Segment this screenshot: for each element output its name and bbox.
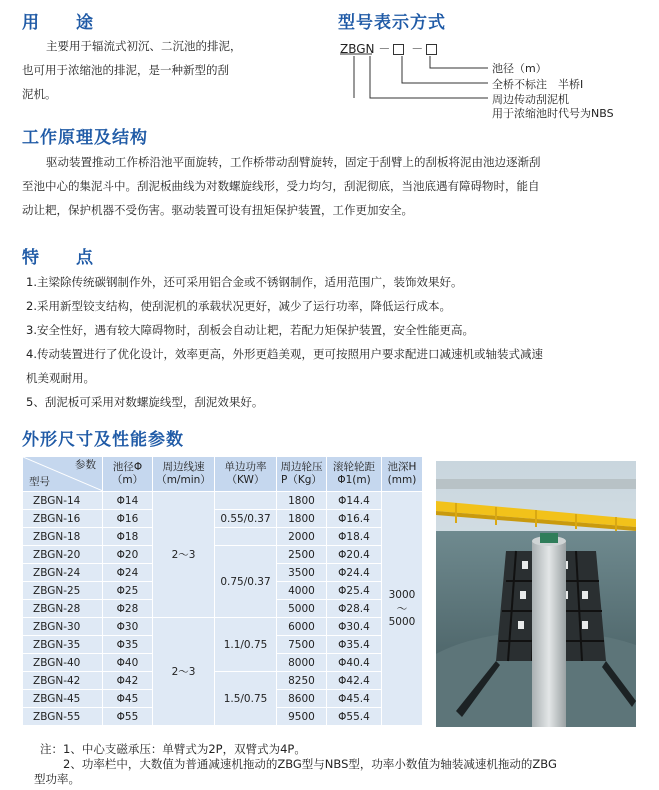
- table-cell: 2000: [277, 528, 327, 546]
- table-cell: Φ24.4: [327, 564, 382, 582]
- section-title-use: 用 途: [22, 13, 94, 33]
- table-cell: 8250: [277, 672, 327, 690]
- features-list: [26, 270, 646, 414]
- table-cell: Φ45.4: [327, 690, 382, 708]
- header-power: 单边功率 （KW）: [215, 457, 277, 492]
- table-cell: Φ18.4: [327, 528, 382, 546]
- depth-cell: 3000 ～ 5000: [382, 492, 423, 726]
- use-line-3: 泥机。: [22, 87, 57, 101]
- table-cell: ZBGN-18: [23, 528, 103, 546]
- feature-item: 1.主梁除传统碳钢制作外，还可采用铝合金或不锈钢制作，适用范围广，装饰效果好。: [26, 275, 463, 289]
- table-cell: ZBGN-30: [23, 618, 103, 636]
- section-title-spec: 外形尺寸及性能参数: [22, 430, 184, 450]
- feature-item: 5、刮泥板可采用对数螺旋线型，刮泥效果好。: [26, 395, 264, 409]
- speed-group-1: 2～3: [153, 492, 215, 618]
- note-line-1: 注：1、中心支磁承压：单臂式为2P，双臂式为4P。: [40, 742, 306, 756]
- table-cell: Φ40: [103, 654, 153, 672]
- table-cell: 9500: [277, 708, 327, 726]
- table-cell: ZBGN-14: [23, 492, 103, 510]
- table-cell: Φ35.4: [327, 636, 382, 654]
- table-row: [23, 528, 423, 546]
- principle-line-1: 驱动装置推动工作桥沿池平面旋转，工作桥带动刮臂旋转，固定于刮臂上的刮板将泥由池边逐渐刮: [46, 155, 541, 169]
- table-row: [23, 618, 423, 636]
- table-cell: Φ35: [103, 636, 153, 654]
- table-row: [23, 510, 423, 528]
- model-label-bridge: 全桥不标注 半桥I: [492, 78, 584, 91]
- model-code-prefix: ZBGN: [340, 42, 375, 56]
- table-cell: Φ55.4: [327, 708, 382, 726]
- table-cell: ZBGN-16: [23, 510, 103, 528]
- table-cell: 1800: [277, 492, 327, 510]
- principle-line-3: 动让耙，保护机器不受伤害。驱动装置可设有扭矩保护装置，工作更加安全。: [22, 203, 413, 217]
- table-cell: Φ18: [103, 528, 153, 546]
- product-photo: [436, 461, 636, 727]
- note-line-2: 2、功率栏中，大数值为普通减速机拖动的ZBG型与NBS型，功率小数值为轴装减速机拖动的ZBG: [40, 757, 557, 771]
- table-cell: Φ30: [103, 618, 153, 636]
- principle-line-2: 至池中心的集泥斗中。刮泥板曲线为对数螺旋线形，受力均匀，刮泥彻底，当池底遇有障碍物时，能自: [22, 179, 540, 193]
- table-row: [23, 546, 423, 564]
- power-group-2: 0.75/0.37: [215, 546, 277, 618]
- table-cell: ZBGN-24: [23, 564, 103, 582]
- table-cell: 2500: [277, 546, 327, 564]
- table-cell: Φ55: [103, 708, 153, 726]
- note-line-3: 型功率。: [34, 772, 80, 786]
- table-cell: ZBGN-45: [23, 690, 103, 708]
- table-header-row: [23, 457, 423, 492]
- table-cell: 4000: [277, 582, 327, 600]
- table-cell: Φ14.4: [327, 492, 382, 510]
- table-cell: 3500: [277, 564, 327, 582]
- header-param: 参数: [75, 459, 96, 471]
- power-cell-empty: [215, 528, 277, 546]
- use-line-2: 也可用于浓缩池的排泥，是一种新型的刮: [22, 63, 229, 77]
- table-cell: ZBGN-55: [23, 708, 103, 726]
- table-cell: 7500: [277, 636, 327, 654]
- table-cell: Φ25.4: [327, 582, 382, 600]
- table-cell: Φ42: [103, 672, 153, 690]
- table-cell: Φ16.4: [327, 510, 382, 528]
- table-cell: ZBGN-20: [23, 546, 103, 564]
- clarifier-illustration: [436, 461, 636, 727]
- table-cell: Φ40.4: [327, 654, 382, 672]
- header-pressure: 周边轮压 P（Kg）: [277, 457, 327, 492]
- feature-item: 4.传动装置进行了优化设计，效率更高，外形更趋美观，更可按照用户要求配进口减速机或轴装式减速: [26, 347, 543, 361]
- table-cell: Φ28: [103, 600, 153, 618]
- table-cell: ZBGN-25: [23, 582, 103, 600]
- header-speed: 周边线速 （m/min）: [153, 457, 215, 492]
- table-cell: Φ25: [103, 582, 153, 600]
- table-cell: ZBGN-42: [23, 672, 103, 690]
- power-cell-empty: [215, 492, 277, 510]
- header-param-model: [23, 457, 103, 492]
- section-title-features: 特 点: [22, 248, 94, 268]
- table-cell: Φ42.4: [327, 672, 382, 690]
- spec-table: [22, 456, 423, 726]
- model-code-dash-1: －: [378, 42, 391, 56]
- table-cell: 1800: [277, 510, 327, 528]
- table-cell: 8600: [277, 690, 327, 708]
- model-label-nbs: 用于浓缩池时代号为NBS: [492, 107, 614, 120]
- header-diameter: 池径Φ （m）: [103, 457, 153, 492]
- table-cell: ZBGN-28: [23, 600, 103, 618]
- table-cell: Φ20: [103, 546, 153, 564]
- table-row: [23, 492, 423, 510]
- table-cell: Φ30.4: [327, 618, 382, 636]
- table-cell: 6000: [277, 618, 327, 636]
- table-row: [23, 672, 423, 690]
- table-cell: Φ20.4: [327, 546, 382, 564]
- power-group-3: 1.1/0.75: [215, 618, 277, 672]
- section-title-model: 型号表示方式: [338, 13, 446, 33]
- model-code-dash-2: －: [411, 42, 424, 56]
- model-label-diameter: 池径（m）: [492, 62, 547, 75]
- table-cell: 5000: [277, 600, 327, 618]
- principle-text: [22, 150, 647, 222]
- header-wheel: 滚轮轮距 Φ1(m): [327, 457, 382, 492]
- model-label-type: 周边传动刮泥机: [492, 93, 569, 106]
- feature-item: 机美观耐用。: [26, 371, 95, 385]
- header-depth: 池深H (mm): [382, 457, 423, 492]
- table-cell: Φ28.4: [327, 600, 382, 618]
- table-cell: ZBGN-35: [23, 636, 103, 654]
- table-cell: Φ14: [103, 492, 153, 510]
- power-group-4: 1.5/0.75: [215, 672, 277, 726]
- table-cell: Φ16: [103, 510, 153, 528]
- power-group-1: 0.55/0.37: [215, 510, 277, 528]
- table-cell: ZBGN-40: [23, 654, 103, 672]
- use-line-1: 主要用于辐流式初沉、二沉池的排泥，: [46, 39, 242, 53]
- table-cell: 8000: [277, 654, 327, 672]
- notes: [34, 742, 650, 787]
- feature-item: 3.安全性好，遇有较大障碍物时，刮板会自动让耙，若配力矩保护装置，安全性能更高。: [26, 323, 474, 337]
- speed-group-2: 2～3: [153, 618, 215, 726]
- table-cell: Φ24: [103, 564, 153, 582]
- feature-item: 2.采用新型铰支结构，使刮泥机的承载状况更好，减少了运行功率，降低运行成本。: [26, 299, 451, 313]
- section-title-principle: 工作原理及结构: [22, 128, 148, 148]
- table-cell: Φ45: [103, 690, 153, 708]
- header-model: 型号: [29, 476, 50, 488]
